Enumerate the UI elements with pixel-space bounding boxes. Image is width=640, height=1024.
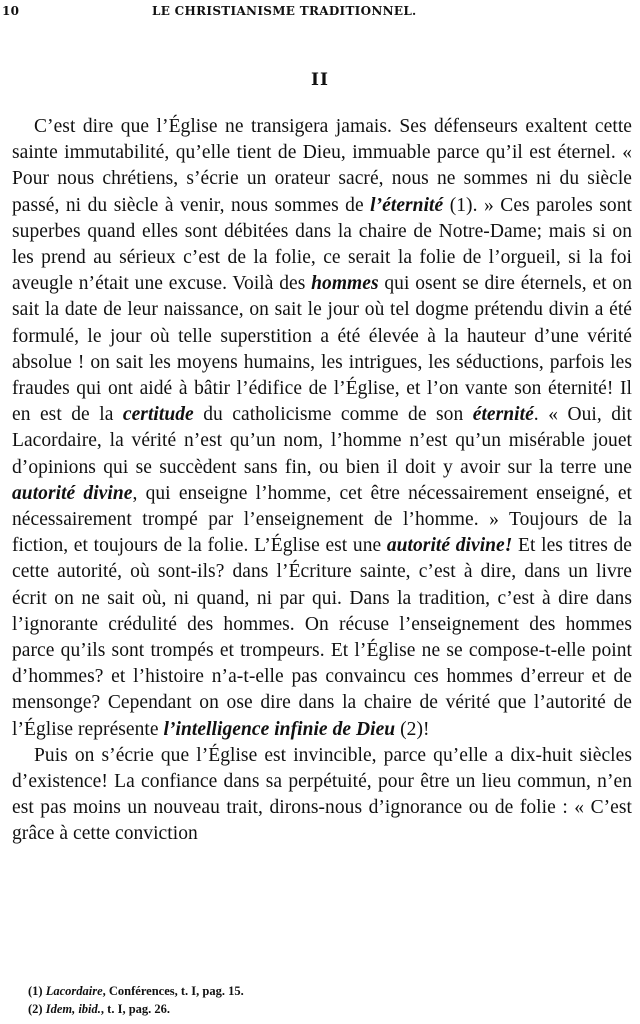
emphasis-text: autorité divine [12, 482, 133, 504]
running-title: LE CHRISTIANISME TRADITIONNEL. [152, 4, 417, 18]
text-segment: du catholicisme comme de son [193, 404, 473, 426]
text-segment: . « Oui, dit Lacordaire, la vérité n’est qu’un nom, l’homme n’est qu’un misérable jouet d’opinions qui se succèdent sans fin, ou bien il doit y avoir sur la terre une [12, 404, 633, 478]
text-segment: C’est dire que l’Église ne transigera jamais. Ses défenseurs exaltent cette sainte immutabilité, qu’elle tient de Dieu, immuable parce qu’il est éternel. « Pour nous chrétiens, s’écrie un orateur sacré, nous ne sommes ni du siècle passé, ni du siècle à venir, nous sommes de [12, 116, 632, 216]
section-number: II [311, 70, 329, 90]
footnotes [28, 982, 628, 1018]
footnote [28, 982, 628, 1000]
footnote-marker: (2) [28, 1002, 43, 1016]
paragraph [12, 114, 632, 743]
text-segment: qui osent se dire éternels, et on sait la date de leur naissance, on sait le jour où tel dogme prétendu divin a été formulé, le jour où telle superstition a été élevée à la hauteur d’une vérité absolue ! on sait les moyens humains, les intrigues, les séductions, parfois les fraudes qui ont aidé à bâtir l’édifice de l’Église, et l’on vante son éternité! Il en est de la [12, 273, 633, 426]
text-segment: (2)! [395, 718, 430, 740]
footnote-reference: , t. I, pag. 26. [100, 1002, 171, 1016]
text-segment: (1). » Ces paroles sont superbes quand elles sont débitées dans la chaire de Notre-Dame; mais si on les prend au sérieux c’est de la folie, ce serait la folie de l’orgueil, si la foi aveugle n’était une excuse. Voilà des [12, 194, 632, 295]
footnote-marker: (1) [28, 984, 43, 998]
emphasis-text: l’intelligence infinie de Dieu [163, 718, 396, 740]
emphasis-text: l’éternité [370, 194, 444, 216]
text-segment: Et les titres de cette autorité, où sont-ils? dans l’Écriture sainte, c’est à dire, dans un livre écrit on ne sait où, ni quand, ni par qui. Dans la tradition, c’est à dire dans l’ignorante crédulité des hommes. On récuse l’enseignement des hommes parce qu’ils sont trompés et trompeurs. Et l’Église ne se compose-t-elle point d’hommes? et l’histoire n’a-t-elle pas convaincu ces hommes d’erreur et de mensonge? Cependant on ose dire dans la chaire de vérité que l’autorité de l’Église représente [12, 535, 632, 740]
text-segment: Puis on s’écrie que l’Église est invincible, parce qu’elle a dix-huit siècles d’existence! La confiance dans sa perpétuité, pour être un lieu commun, n’en est pas moins un nouveau trait, dirons-nous d’ignorance ou de folie : « C’est grâce à cette conviction [12, 744, 632, 845]
paragraph [12, 743, 632, 848]
text-segment: , qui enseigne l’homme, cet être nécessairement enseigné, et nécessairement trompé par l’enseignement de l’homme. » Toujours de la fiction, et toujours de la folie. L’Église est une [12, 482, 632, 557]
footnote-reference: , Conférences, t. I, pag. 15. [102, 984, 244, 998]
emphasis-text: éternité [472, 404, 534, 426]
emphasis-text: autorité divine! [386, 535, 513, 557]
emphasis-text: hommes [311, 273, 379, 295]
page-number: 10 [2, 4, 20, 18]
footnote [28, 1000, 628, 1018]
emphasis-text: certitude [122, 404, 194, 426]
body-text [12, 114, 632, 848]
running-header [0, 4, 640, 24]
footnote-author: Lacordaire [45, 984, 103, 998]
footnote-author: Idem, ibid. [45, 1002, 101, 1016]
